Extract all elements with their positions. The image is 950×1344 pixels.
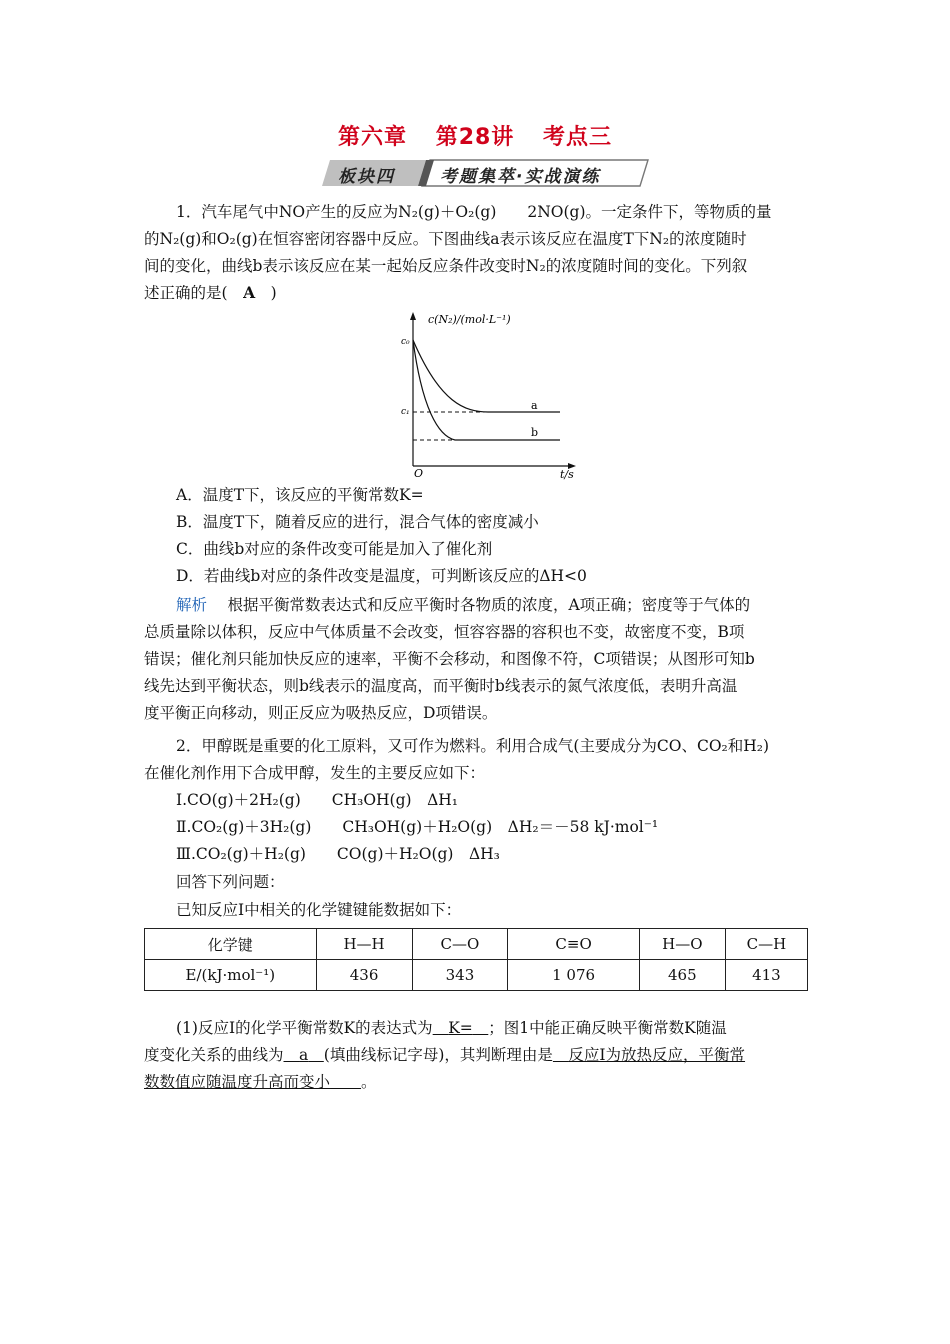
table-header-cell: H—O [639,929,725,960]
topic-label: 考点三 [542,125,612,150]
sub1-text-2: ；图1中能正确反映平衡常数K随温 [488,1019,727,1037]
table-header-cell: C—O [412,929,508,960]
q2-reaction-2: Ⅱ.CO₂(g)＋3H₂(g) CH₃OH(g)＋H₂O(g) ΔH₂＝－58 kJ·mol⁻¹ [176,818,659,836]
explain-label: 解析 [176,596,208,614]
q1-answer: A [243,283,256,302]
q2-line-2: 在催化剂作用下合成甲醇，发生的主要反应如下： [144,764,486,782]
banner-left-text: 板块四 [338,167,395,187]
table-header-cell: 化学键 [145,929,317,960]
q1-line-3: 间的变化，曲线b表示该反应在某一起始反应条件改变时N₂的浓度随时间的变化。下列叙 [144,257,748,275]
x-axis-label: t/s [560,468,574,480]
sub1-answer-reason-2: 数数值应随温度升高而变小 [144,1073,331,1091]
table-header-cell: C—H [725,929,807,960]
sub1-text-end: 。 [361,1073,377,1091]
q1-explain-line-2: 总质量除以体积，反应中气体质量不会改变，恒容容器的容积也不变，故密度不变，B项 [144,623,745,641]
sub1-text-1: (1)反应Ⅰ的化学平衡常数K的表达式为 [176,1019,433,1037]
q2-reaction-3: Ⅲ.CO₂(g)＋H₂(g) CO(g)＋H₂O(g) ΔH₃ [176,845,500,863]
explain-text-1: 根据平衡常数表达式和反应平衡时各物质的浓度，A项正确；密度等于气体的 [227,596,751,614]
table-row [145,960,808,991]
q1-line-2: 的N₂(g)和O₂(g)在恒容密闭容器中反应。下图曲线a表示该反应在温度T下N₂的浓度随时 [144,230,747,248]
q1-answer-close: ) [255,284,277,302]
table-cell: 343 [412,960,508,991]
q2-sub1-line-2 [144,1042,745,1068]
section-banner [322,158,650,188]
concentration-chart [400,308,590,480]
q1-explain-line-4: 线先达到平衡状态，则b线表示的温度高，而平衡时b线表示的氮气浓度低，表明升高温 [144,677,738,695]
q1-line-1: 1．汽车尾气中NO产生的反应为N₂(g)＋O₂(g) 2NO(g)。一定条件下，等物质的量 [176,203,772,221]
sub1-answer-k: K= [448,1019,473,1037]
chapter-label: 第六章 [338,125,408,150]
q2-sub1-line-1 [176,1015,727,1041]
sub1-answer-reason-1: 反应Ⅰ为放热反应，平衡常 [568,1046,746,1064]
curve-a [413,340,560,412]
q2-prompt: 回答下列问题： [176,873,285,891]
q1-line-4 [144,280,277,306]
table-cell: 436 [316,960,412,991]
banner-right-text: 考题集萃·实战演练 [440,167,601,187]
q1-stem-end: 述正确的是( [144,284,244,302]
q1-explain-line-3: 错误；催化剂只能加快反应的速率，平衡不会移动，和图像不符，C项错误；从图形可知b [144,650,755,668]
q2-sub1-line-3 [144,1069,377,1095]
q2-table-intro: 已知反应Ⅰ中相关的化学键键能数据如下： [176,901,462,919]
table-header-cell: H—H [316,929,412,960]
q2-reaction-1: Ⅰ.CO(g)＋2H₂(g) CH₃OH(g) ΔH₁ [176,791,458,809]
page-title [0,120,950,151]
origin-label: O [414,467,424,480]
table-cell: 413 [725,960,807,991]
curve-b [413,340,560,440]
q1-explain-line-5: 度平衡正向移动，则正反应为吸热反应，D项错误。 [144,704,498,722]
table-cell: E/(kJ·mol⁻¹) [145,960,317,991]
q1-option-a: A．温度T下，该反应的平衡常数K= [176,486,424,504]
bond-energy-table [144,928,808,991]
sub1-answer-curve: a [299,1046,309,1064]
y-axis-label: c(N₂)/(mol·L⁻¹) [428,313,511,326]
y-tick-c1: c₁ [401,407,410,417]
table-cell: 1 076 [508,960,639,991]
table-header-row [145,929,808,960]
table-cell: 465 [639,960,725,991]
curve-a-label: a [531,399,538,412]
table-header-cell: C≡O [508,929,639,960]
y-axis-arrow [410,312,416,320]
lecture-label: 第28讲 [435,125,515,150]
q1-option-c: C．曲线b对应的条件改变可能是加入了催化剂 [176,540,493,558]
sub1-text-4: (填曲线标记字母)，其判断理由是 [323,1046,553,1064]
curve-b-label: b [531,426,539,439]
sub1-text-3: 度变化关系的曲线为 [144,1046,284,1064]
q1-explain-line-1 [176,592,750,618]
q1-option-b: B．温度T下，随着反应的进行，混合气体的密度减小 [176,513,539,531]
q1-option-d: D．若曲线b对应的条件改变是温度，可判断该反应的ΔH<0 [176,567,587,585]
q2-line-1: 2．甲醇既是重要的化工原料，又可作为燃料。利用合成气(主要成分为CO、CO₂和H₂) [176,737,770,755]
y-tick-c0: c₀ [401,337,410,347]
